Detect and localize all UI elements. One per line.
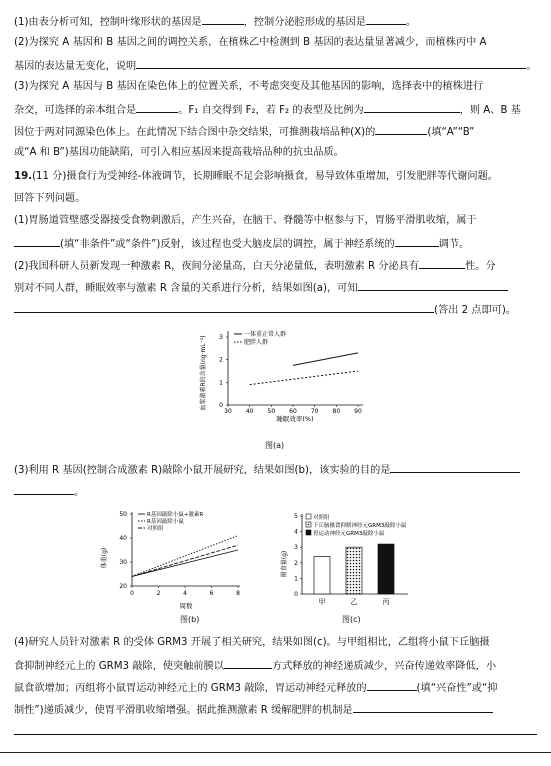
q19-line7: (答出 2 点即可)。 (14, 302, 539, 318)
x-tick-label: 8 (236, 590, 240, 597)
q18-line2: (2)为探究 A 基因和 B 基因之间的调控关系，在植株乙中检测到 B 基因的表达量显著减少，而植株丙中 A (14, 37, 487, 48)
x-tick-label: 60 (289, 408, 297, 415)
q18-line3: 基因的表达量无变化，说明 。 (14, 58, 539, 74)
q19-answer-line (14, 724, 539, 740)
y-tick-label: 3 (294, 544, 298, 552)
figure-a-chart (198, 323, 370, 423)
legend-swatch-control (306, 514, 311, 519)
y-tick-label: 3 (219, 334, 223, 341)
y-axis-label: 血浆激素R的含量(ng·mL⁻¹) (200, 335, 207, 411)
y-tick-label: 2 (294, 559, 298, 567)
answer-blank[interactable] (224, 658, 272, 669)
q19-line5: (2)我国科研人员新发现一种激素 R，夜间分泌量高，白天分泌量低，表明激素 R 分泌具有 性。分 (14, 258, 539, 274)
x-tick-label: 50 (267, 408, 276, 415)
legend-normal: 一体重正常人群 (244, 331, 287, 338)
figure-b-caption: 图(b) (180, 615, 200, 624)
series-line-1 (132, 536, 238, 577)
y-tick-label: 40 (119, 535, 127, 542)
answer-blank[interactable] (14, 484, 74, 495)
y-tick-label: 4 (294, 528, 298, 536)
x-tick-label: 40 (245, 408, 254, 415)
q19-line1: 19.(11 分)摄食行为受神经-体液调节，长期睡眠不足会影响摄食，易导致体重增加，引发肥胖等代谢问题。 (14, 171, 498, 182)
x-axis-label: 周数 (179, 602, 193, 610)
q18-line1: (1)由表分析可知，控制叶缘形状的基因是 ，控制分泌腔形成的基因是 。 (14, 14, 539, 30)
answer-blank[interactable] (358, 280, 508, 291)
legend-control: 对照组 (313, 515, 330, 521)
q19-line13: 制性”)递质减少，使胃平滑肌收缩增强。据此推测激素 R 缓解肥胖的机制是 (14, 702, 539, 718)
q19-line8: (3)利用 R 基因(控制合成激素 R)敲除小鼠开展研究，结果如图(b)，该实验的目的是 (14, 462, 539, 478)
answer-blank[interactable] (136, 102, 178, 113)
figure-c-caption: 图(c) (342, 615, 361, 624)
y-tick-label: 1 (219, 379, 223, 387)
legend-control: 对照组 (147, 526, 164, 532)
y-axis-label: 体重(g) (101, 547, 108, 569)
legend-obese: 肥胖人群 (244, 339, 269, 346)
x-tick-label: 2 (156, 590, 161, 597)
y-tick-label: 0 (294, 591, 298, 598)
y-tick-label: 20 (119, 583, 127, 590)
x-tick-label: 80 (332, 408, 341, 415)
q19-line4: (填“非条件”或“条件”)反射，该过程也受大脑皮层的调控，属于神经系统的 调节。 (14, 236, 539, 252)
legend-swatch-gastric (306, 530, 311, 535)
bar-2 (378, 544, 394, 594)
bar-1 (346, 547, 362, 594)
x-tick-label: 70 (310, 408, 319, 415)
q19-line2: 回答下列问题。 (14, 193, 86, 204)
q18-line5: 杂交，可选择的亲本组合是 。F₁ 自交得到 F₂，若 F₂ 的表型及比例为 ，则 A、B 基 (14, 102, 539, 118)
x-tick-label: 4 (183, 590, 187, 597)
category-label: 丙 (382, 598, 390, 606)
series-line-1 (250, 371, 358, 385)
q19-line9: 。 (14, 484, 539, 500)
answer-blank[interactable] (364, 102, 460, 113)
answer-blank[interactable] (202, 14, 244, 25)
y-tick-label: 2 (219, 356, 223, 364)
answer-blank[interactable] (366, 14, 406, 25)
q18-line4: (3)为探究 A 基因与 B 基因在染色体上的位置关系，不考虑突变及其他基因的影响，选择表中的植株进行 (14, 81, 484, 92)
q19-line6: 别对不同人群，睡眠效率与激素 R 含量的关系进行分析，结果如图(a)，可知 (14, 280, 539, 296)
q19-line12: 鼠食欲增加；丙组将小鼠胃运动神经元上的 GRM3 敲除，胃运动神经元释放的 (填“兴奋性”或“抑 (14, 680, 539, 696)
series-line-2 (132, 545, 238, 576)
legend-hypothalamus-ko: 下丘脑摄食抑制神经元GRM3敲除小鼠 (313, 523, 407, 529)
q18-line6: 因位于两对同源染色体上。在此情况下结合图中杂交结果，可推测栽培品种(X)的 (填“A”“B” (14, 124, 539, 140)
q19-line3: (1)胃肠道管壁感受器接受食物刺激后，产生兴奋，在脑干、脊髓等中枢参与下，胃肠平滑肌收缩，属于 (14, 215, 477, 226)
answer-blank[interactable] (14, 302, 434, 313)
legend-ko: R基因敲除小鼠 (147, 519, 184, 525)
page-bottom-rule (0, 752, 551, 753)
category-label: 乙 (350, 598, 358, 606)
q19-line11: 食抑制神经元上的 GRM3 敲除，使突触前膜以 方式释放的神经递质减少，兴奋传递效率降低，小 (14, 658, 539, 674)
answer-blank[interactable] (14, 724, 537, 735)
x-tick-label: 0 (130, 590, 134, 597)
answer-blank[interactable] (14, 236, 60, 247)
x-tick-label: 6 (209, 590, 214, 597)
answer-blank[interactable] (390, 462, 520, 473)
answer-blank[interactable] (419, 258, 465, 269)
legend-gastric-ko: 胃运动神经元GRM3敲除小鼠 (313, 531, 385, 537)
x-axis-label: 睡眠效率(%) (276, 415, 314, 423)
answer-blank[interactable] (136, 58, 526, 69)
figure-b-chart (100, 506, 250, 612)
figure-c-chart (280, 508, 440, 612)
answer-blank[interactable] (375, 124, 427, 135)
y-tick-label: 5 (294, 513, 298, 520)
category-label: 甲 (318, 598, 326, 606)
figure-a-caption: 图(a) (265, 441, 285, 450)
y-tick-label: 0 (219, 402, 223, 409)
y-tick-label: 50 (119, 511, 127, 518)
x-tick-label: 30 (224, 408, 232, 415)
x-tick-label: 90 (354, 408, 362, 415)
q19-line10: (4)研究人员针对激素 R 的受体 GRM3 开展了相关研究，结果如图(c)。与甲组相比，乙组将小鼠下丘脑摄 (14, 637, 490, 648)
y-tick-label: 1 (294, 575, 298, 583)
q18-line7: 或“A 和 B”)基因功能缺陷，可引入相应基因来提高栽培品种的抗虫品质。 (14, 147, 344, 158)
series-line-0 (293, 353, 358, 365)
legend-ko-plus-r: R基因敲除小鼠+激素R (147, 512, 204, 518)
answer-blank[interactable] (395, 236, 439, 247)
answer-blank[interactable] (353, 702, 493, 713)
bar-0 (314, 557, 330, 594)
legend-swatch-hypothalamus (306, 522, 311, 527)
answer-blank[interactable] (367, 680, 417, 691)
y-tick-label: 30 (119, 559, 127, 566)
y-axis-label: 摄食量(g) (281, 550, 288, 578)
series-line-0 (132, 550, 238, 576)
